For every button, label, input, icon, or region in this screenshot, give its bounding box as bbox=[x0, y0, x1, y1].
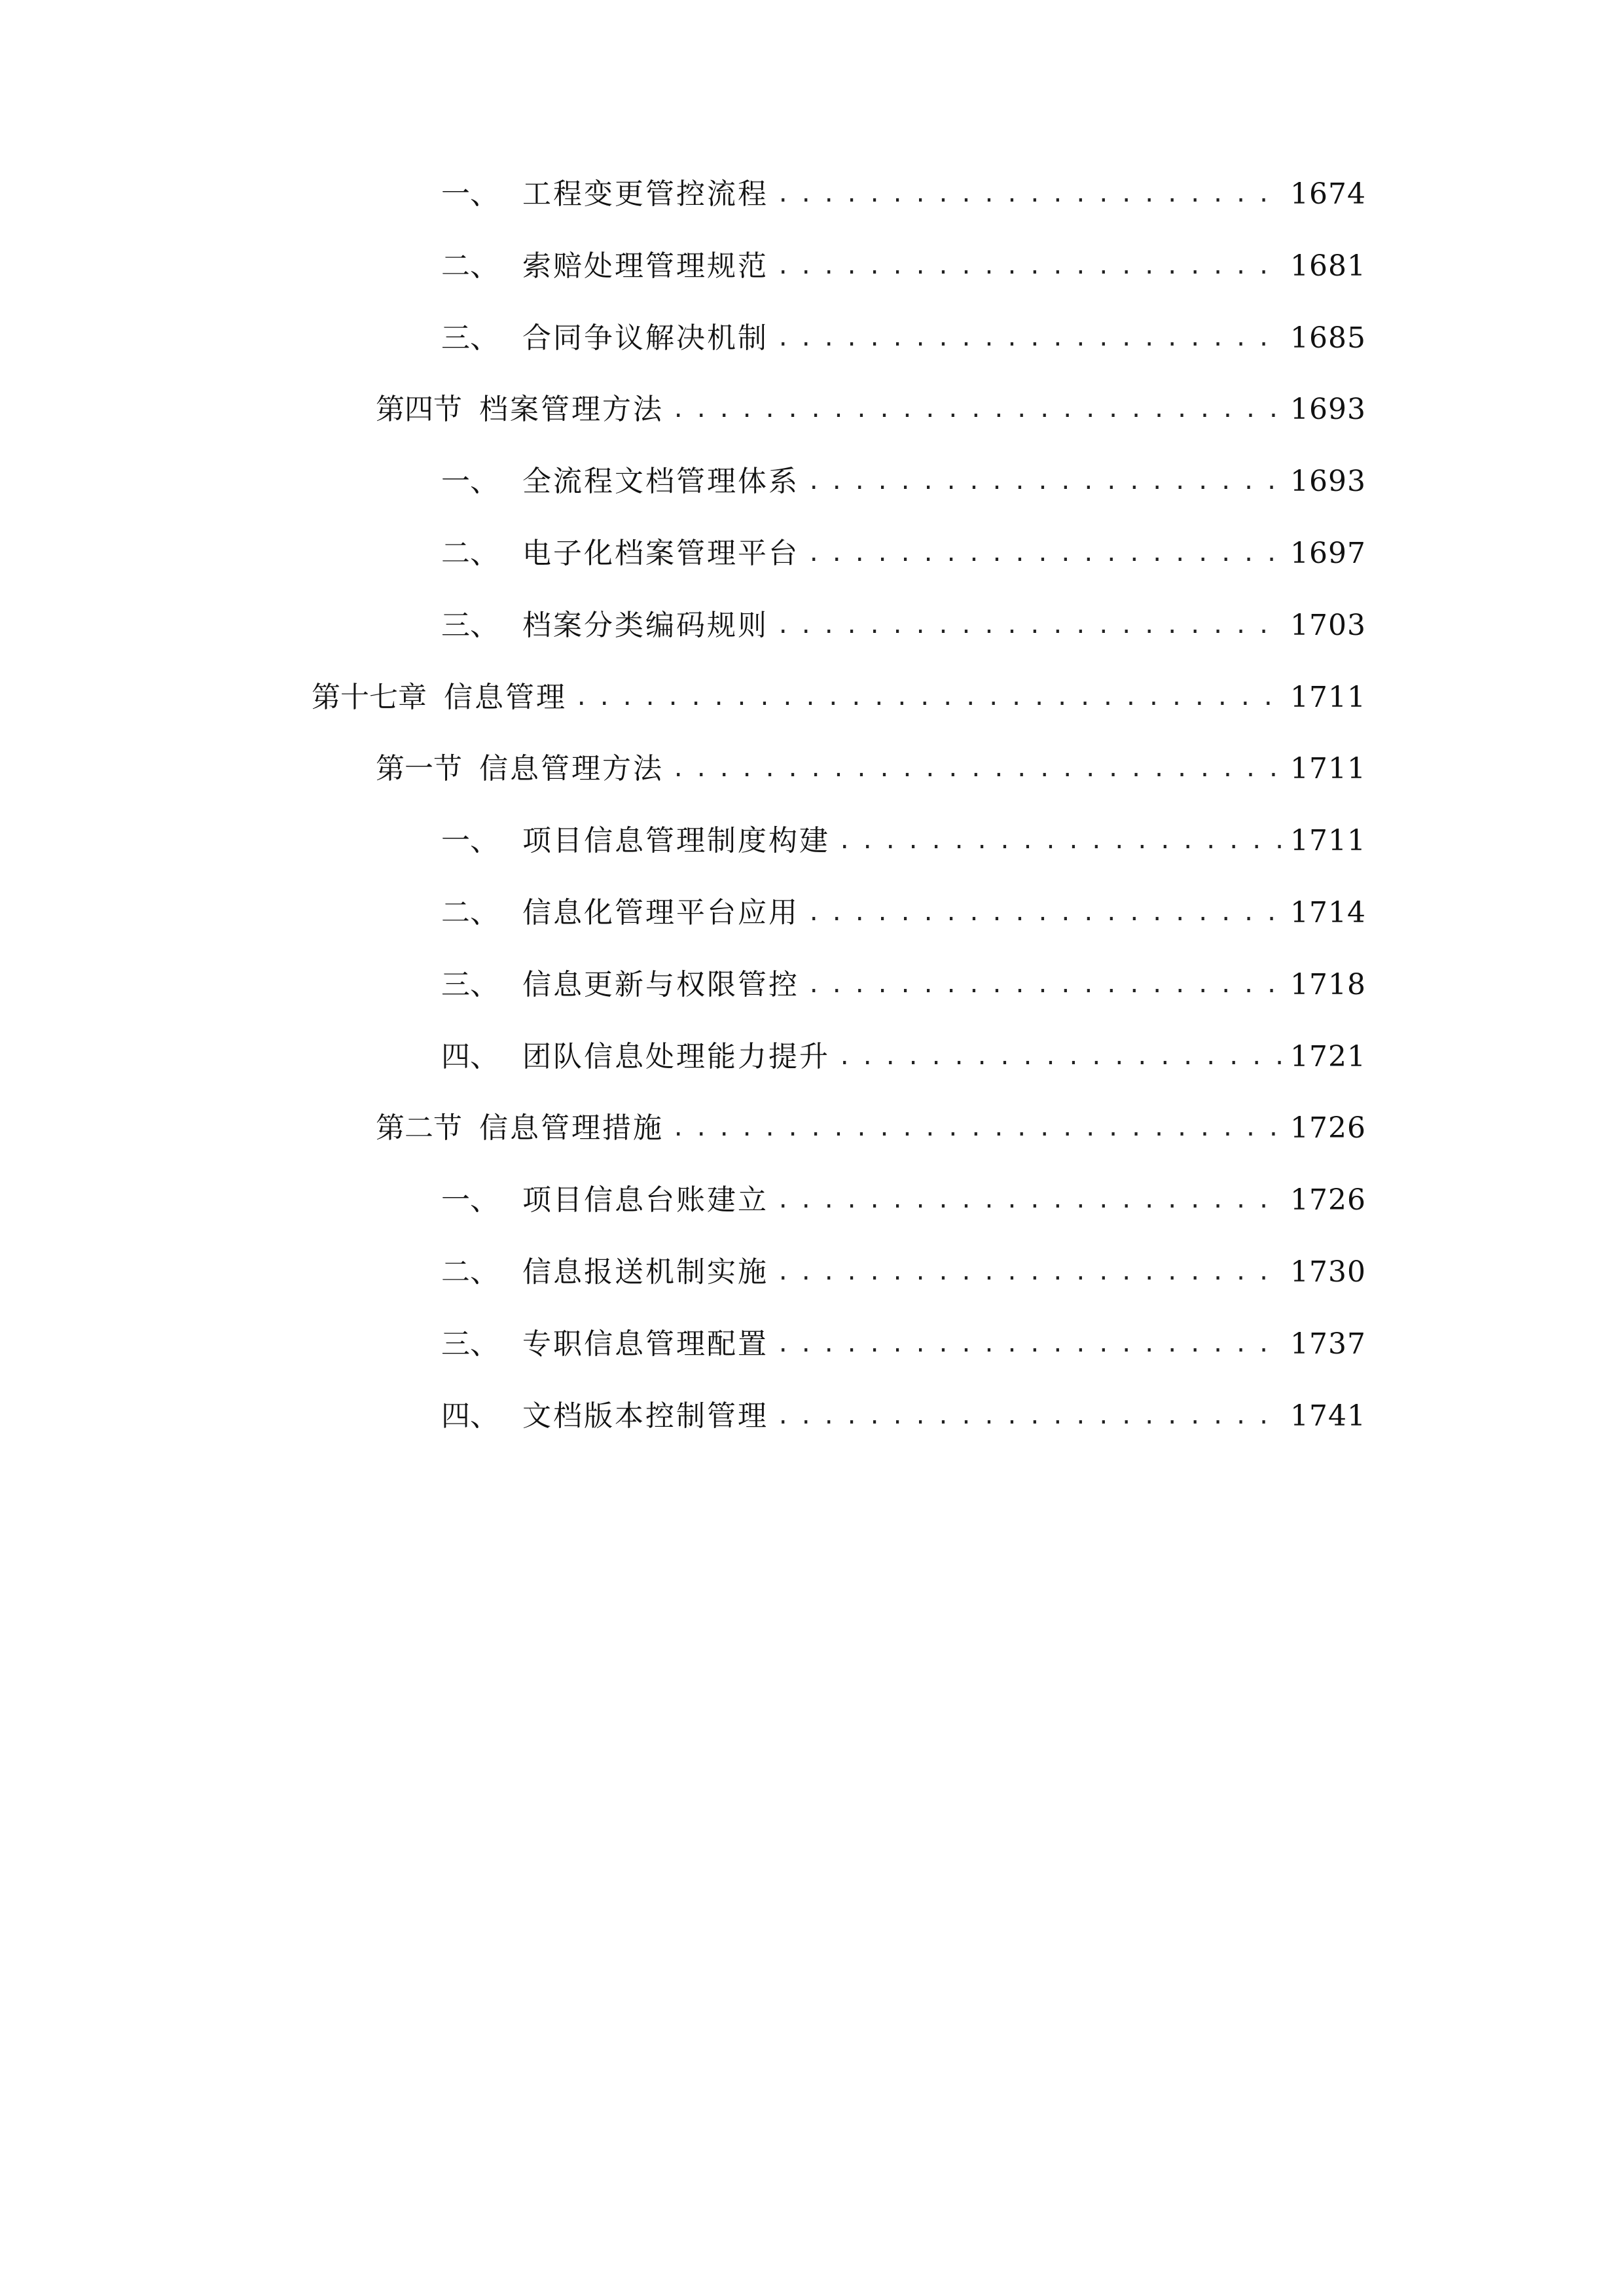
toc-dot-leader bbox=[776, 1393, 1284, 1439]
toc-entry[interactable] bbox=[441, 1177, 1366, 1223]
toc-entry-page-number: 1711 bbox=[1290, 681, 1366, 714]
toc-entry-page-number: 1737 bbox=[1290, 1327, 1366, 1361]
toc-entry-number: 一、 bbox=[441, 177, 499, 211]
toc-entry-page-number: 1726 bbox=[1290, 1183, 1366, 1217]
toc-entry-number: 第四节 bbox=[376, 393, 462, 426]
toc-entry-number: 一、 bbox=[441, 1183, 499, 1217]
toc-entry[interactable] bbox=[441, 818, 1366, 864]
toc-entry[interactable] bbox=[441, 890, 1366, 936]
toc-dot-leader bbox=[672, 746, 1284, 792]
toc-entry-number: 一、 bbox=[441, 465, 499, 498]
toc-dot-leader bbox=[838, 818, 1284, 864]
toc-dot-leader bbox=[575, 675, 1284, 721]
toc-entry-title: 信息化管理平台应用 bbox=[522, 896, 799, 929]
toc-dot-leader bbox=[776, 171, 1284, 217]
toc-entry-title: 专职信息管理配置 bbox=[522, 1327, 768, 1361]
toc-entry-page-number: 1711 bbox=[1290, 752, 1366, 785]
toc-entry-number: 三、 bbox=[441, 968, 499, 1001]
toc-entry-title: 项目信息台账建立 bbox=[522, 1183, 768, 1217]
toc-entry-number: 三、 bbox=[441, 609, 499, 642]
toc-entry[interactable] bbox=[441, 1034, 1366, 1080]
toc-entry-title: 文档版本控制管理 bbox=[522, 1399, 768, 1433]
toc-entry[interactable] bbox=[441, 1249, 1366, 1295]
toc-entry-title: 档案分类编码规则 bbox=[522, 609, 768, 642]
toc-entry-number: 四、 bbox=[441, 1399, 499, 1433]
toc-entry[interactable] bbox=[376, 1105, 1366, 1151]
toc-entry-number: 三、 bbox=[441, 321, 499, 355]
toc-entry-page-number: 1693 bbox=[1290, 465, 1366, 498]
toc-entry-title: 信息管理措施 bbox=[479, 1111, 664, 1145]
toc-entry[interactable] bbox=[376, 387, 1366, 433]
toc-dot-leader bbox=[776, 603, 1284, 649]
toc-entry-page-number: 1721 bbox=[1290, 1040, 1366, 1073]
toc-entry-number: 三、 bbox=[441, 1327, 499, 1361]
toc-entry-number: 第十七章 bbox=[312, 681, 427, 714]
toc-entry-page-number: 1714 bbox=[1290, 896, 1366, 929]
toc-entry-title: 信息管理 bbox=[444, 681, 567, 714]
toc-entry-number: 四、 bbox=[441, 1040, 499, 1073]
toc-dot-leader bbox=[672, 1105, 1284, 1151]
toc-dot-leader bbox=[776, 243, 1284, 289]
toc-entry[interactable] bbox=[441, 459, 1366, 505]
toc-entry[interactable] bbox=[441, 243, 1366, 289]
toc-entry[interactable] bbox=[441, 171, 1366, 217]
toc-entry-title: 项目信息管理制度构建 bbox=[522, 824, 830, 857]
toc-entry-page-number: 1741 bbox=[1290, 1399, 1366, 1433]
toc-entry-number: 第一节 bbox=[376, 752, 462, 785]
toc-entry-page-number: 1681 bbox=[1290, 249, 1366, 283]
toc-entry-page-number: 1697 bbox=[1290, 537, 1366, 570]
toc-entry[interactable] bbox=[441, 1393, 1366, 1439]
toc-dot-leader bbox=[807, 890, 1284, 936]
toc-entry-title: 合同争议解决机制 bbox=[522, 321, 768, 355]
toc-dot-leader bbox=[776, 1321, 1284, 1367]
toc-entry-page-number: 1693 bbox=[1290, 393, 1366, 426]
toc-entry-title: 信息管理方法 bbox=[479, 752, 664, 785]
toc-entry-page-number: 1726 bbox=[1290, 1111, 1366, 1145]
toc-entry-number: 二、 bbox=[441, 249, 499, 283]
toc-entry-title: 档案管理方法 bbox=[479, 393, 664, 426]
toc-entry[interactable] bbox=[441, 315, 1366, 361]
toc-dot-leader bbox=[776, 315, 1284, 361]
toc-dot-leader bbox=[807, 459, 1284, 505]
toc-entry-number: 第二节 bbox=[376, 1111, 462, 1145]
toc-dot-leader bbox=[807, 531, 1284, 577]
toc-dot-leader bbox=[807, 962, 1284, 1008]
toc-entry-page-number: 1718 bbox=[1290, 968, 1366, 1001]
toc-entry[interactable] bbox=[376, 746, 1366, 792]
toc-entry-title: 工程变更管控流程 bbox=[522, 177, 768, 211]
toc-entry-number: 二、 bbox=[441, 1255, 499, 1289]
toc-entry-title: 信息报送机制实施 bbox=[522, 1255, 768, 1289]
toc-entry-number: 二、 bbox=[441, 896, 499, 929]
toc-entry-title: 索赔处理管理规范 bbox=[522, 249, 768, 283]
toc-entry[interactable] bbox=[441, 531, 1366, 577]
toc-entry-page-number: 1730 bbox=[1290, 1255, 1366, 1289]
toc-entry-page-number: 1685 bbox=[1290, 321, 1366, 355]
toc-entry-number: 二、 bbox=[441, 537, 499, 570]
toc-entry[interactable] bbox=[441, 603, 1366, 649]
toc-entry[interactable] bbox=[441, 962, 1366, 1008]
toc-entry[interactable] bbox=[441, 1321, 1366, 1367]
toc-dot-leader bbox=[776, 1177, 1284, 1223]
toc-entry-title: 电子化档案管理平台 bbox=[522, 537, 799, 570]
toc-dot-leader bbox=[838, 1034, 1284, 1080]
toc-entry-title: 团队信息处理能力提升 bbox=[522, 1040, 830, 1073]
toc-entry-number: 一、 bbox=[441, 824, 499, 857]
toc-entry-title: 信息更新与权限管控 bbox=[522, 968, 799, 1001]
toc-entry-page-number: 1703 bbox=[1290, 609, 1366, 642]
toc-entry-title: 全流程文档管理体系 bbox=[522, 465, 799, 498]
toc-entry-page-number: 1711 bbox=[1290, 824, 1366, 857]
toc-entry[interactable] bbox=[312, 675, 1366, 721]
toc-dot-leader bbox=[672, 387, 1284, 433]
toc-dot-leader bbox=[776, 1249, 1284, 1295]
toc-entry-page-number: 1674 bbox=[1290, 177, 1366, 211]
